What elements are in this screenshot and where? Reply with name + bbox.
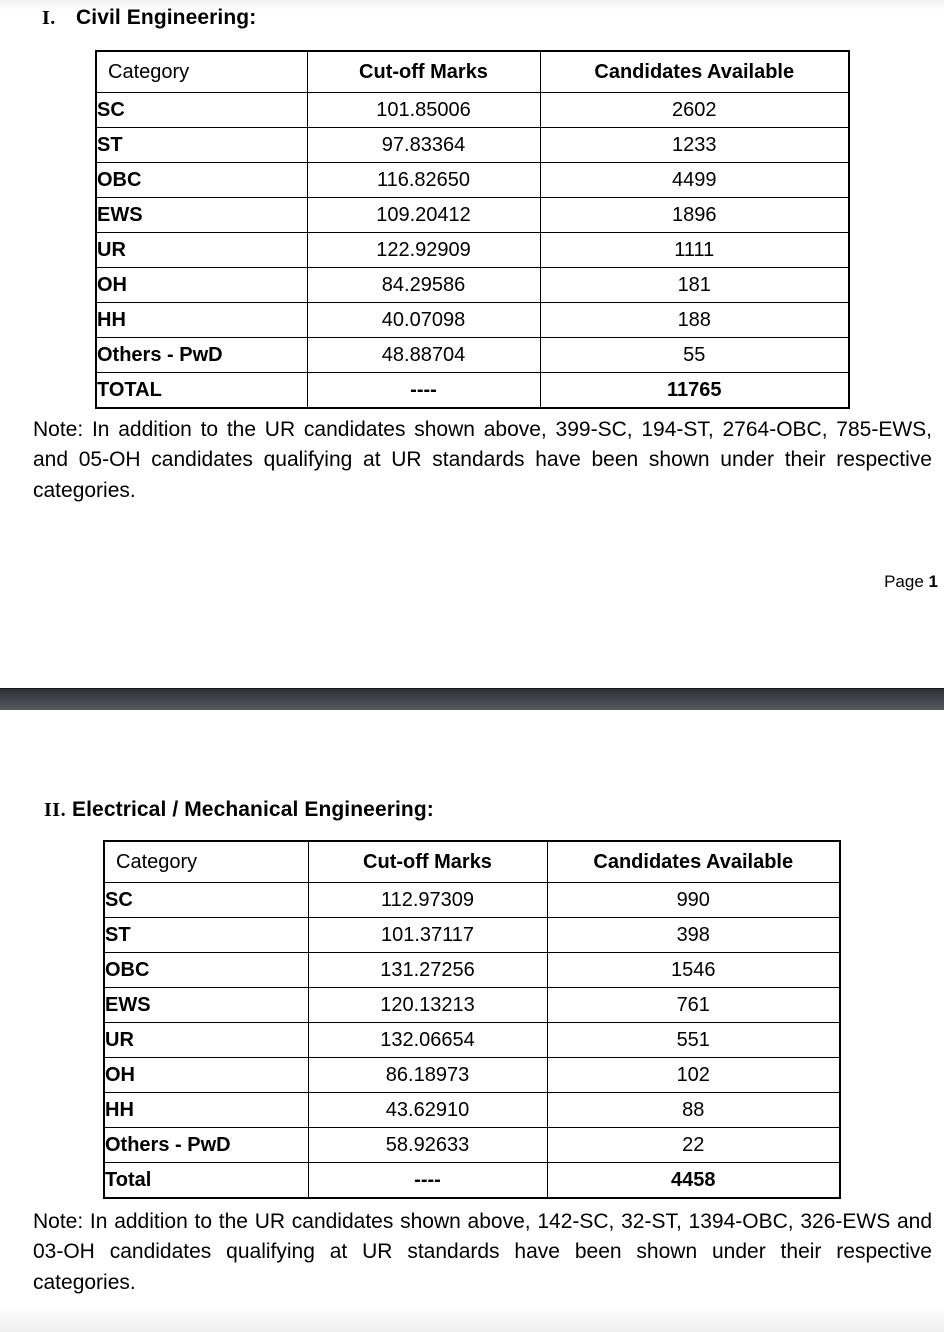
section-heading-civil-engineering <box>0 0 944 30</box>
table-row <box>104 1093 840 1128</box>
cell-category: HH <box>96 303 307 338</box>
section-heading-electrical-mechanical-engineering <box>0 798 944 822</box>
table-row <box>104 1058 840 1093</box>
cell-cutoff: 97.83364 <box>307 128 540 163</box>
cell-available: 990 <box>547 883 840 918</box>
cutoff-table-electrical-mechanical-wrapper <box>0 822 944 1199</box>
table-row <box>104 953 840 988</box>
column-header-candidates-available: Candidates Available <box>540 51 849 93</box>
cell-available: 55 <box>540 338 849 373</box>
cell-category: OBC <box>96 163 307 198</box>
cell-available: 761 <box>547 988 840 1023</box>
cell-cutoff: 132.06654 <box>308 1023 547 1058</box>
cell-available: 1546 <box>547 953 840 988</box>
page-footer <box>884 572 938 592</box>
note-civil-engineering: Note: In addition to the UR candidates shown above, 399-SC, 194-ST, 2764-OBC, 785-EWS, and 05-OH candidates qualifying at UR standards have been shown under their respective categories. <box>33 418 932 502</box>
table-total-row <box>104 1163 840 1199</box>
cell-available: 181 <box>540 268 849 303</box>
cell-available: 2602 <box>540 93 849 128</box>
cutoff-table-civil-wrapper <box>0 30 944 409</box>
cell-category: HH <box>104 1093 308 1128</box>
cell-total-cutoff: ---- <box>308 1163 547 1199</box>
cell-available: 22 <box>547 1128 840 1163</box>
page-number: 1 <box>928 572 938 591</box>
cell-category: UR <box>96 233 307 268</box>
cell-category: Others - PwD <box>104 1128 308 1163</box>
cell-total-label: TOTAL <box>96 373 307 409</box>
cell-cutoff: 122.92909 <box>307 233 540 268</box>
table-row <box>96 303 849 338</box>
cell-total-available: 4458 <box>547 1163 840 1199</box>
cell-category: UR <box>104 1023 308 1058</box>
cell-cutoff: 112.97309 <box>308 883 547 918</box>
note-electrical-mechanical-engineering: Note: In addition to the UR candidates shown above, 142-SC, 32-ST, 1394-OBC, 326-EWS and 03-OH candidates qualifying at UR standards have been shown under their respective categories. <box>33 1210 932 1294</box>
section-numeral: I. <box>42 7 56 29</box>
cell-category: EWS <box>96 198 307 233</box>
cell-total-label: Total <box>104 1163 308 1199</box>
page-separator <box>0 688 944 710</box>
table-row <box>104 918 840 953</box>
cell-category: ST <box>104 918 308 953</box>
cell-cutoff: 43.62910 <box>308 1093 547 1128</box>
section-title: Electrical / Mechanical Engineering: <box>72 798 434 821</box>
cell-cutoff: 58.92633 <box>308 1128 547 1163</box>
table-row <box>96 338 849 373</box>
table-row <box>96 93 849 128</box>
cell-category: SC <box>104 883 308 918</box>
table-row <box>96 198 849 233</box>
cell-cutoff: 120.13213 <box>308 988 547 1023</box>
table-row <box>96 233 849 268</box>
table-row <box>104 1023 840 1058</box>
table-row <box>104 1128 840 1163</box>
cell-available: 1111 <box>540 233 849 268</box>
section-numeral: II. <box>44 799 67 821</box>
table-header-row <box>104 841 840 883</box>
table-total-row <box>96 373 849 409</box>
cell-category: Others - PwD <box>96 338 307 373</box>
cell-cutoff: 48.88704 <box>307 338 540 373</box>
document-page-2 <box>0 710 944 1332</box>
cell-cutoff: 109.20412 <box>307 198 540 233</box>
cell-cutoff: 40.07098 <box>307 303 540 338</box>
column-header-category: Category <box>96 51 307 93</box>
cell-category: OH <box>96 268 307 303</box>
section-title: Civil Engineering: <box>76 6 257 29</box>
cell-cutoff: 101.37117 <box>308 918 547 953</box>
cell-cutoff: 101.85006 <box>307 93 540 128</box>
cell-available: 1233 <box>540 128 849 163</box>
cell-total-available: 11765 <box>540 373 849 409</box>
cell-available: 1896 <box>540 198 849 233</box>
cell-available: 102 <box>547 1058 840 1093</box>
table-row <box>104 883 840 918</box>
column-header-cutoff-marks: Cut-off Marks <box>307 51 540 93</box>
table-row <box>104 988 840 1023</box>
page-label: Page <box>884 572 924 591</box>
cell-cutoff: 131.27256 <box>308 953 547 988</box>
cell-category: ST <box>96 128 307 163</box>
cell-category: OBC <box>104 953 308 988</box>
cell-cutoff: 86.18973 <box>308 1058 547 1093</box>
cell-category: OH <box>104 1058 308 1093</box>
cutoff-table-electrical-mechanical <box>103 840 841 1199</box>
table-row <box>96 268 849 303</box>
cell-category: EWS <box>104 988 308 1023</box>
cell-category: SC <box>96 93 307 128</box>
cell-available: 88 <box>547 1093 840 1128</box>
table-row <box>96 163 849 198</box>
column-header-category: Category <box>104 841 308 883</box>
table-row <box>96 128 849 163</box>
cell-available: 398 <box>547 918 840 953</box>
cell-total-cutoff: ---- <box>307 373 540 409</box>
cell-cutoff: 116.82650 <box>307 163 540 198</box>
cell-cutoff: 84.29586 <box>307 268 540 303</box>
table-header-row <box>96 51 849 93</box>
cell-available: 188 <box>540 303 849 338</box>
column-header-candidates-available: Candidates Available <box>547 841 840 883</box>
column-header-cutoff-marks: Cut-off Marks <box>308 841 547 883</box>
cell-available: 551 <box>547 1023 840 1058</box>
cell-available: 4499 <box>540 163 849 198</box>
cutoff-table-civil <box>95 50 850 409</box>
